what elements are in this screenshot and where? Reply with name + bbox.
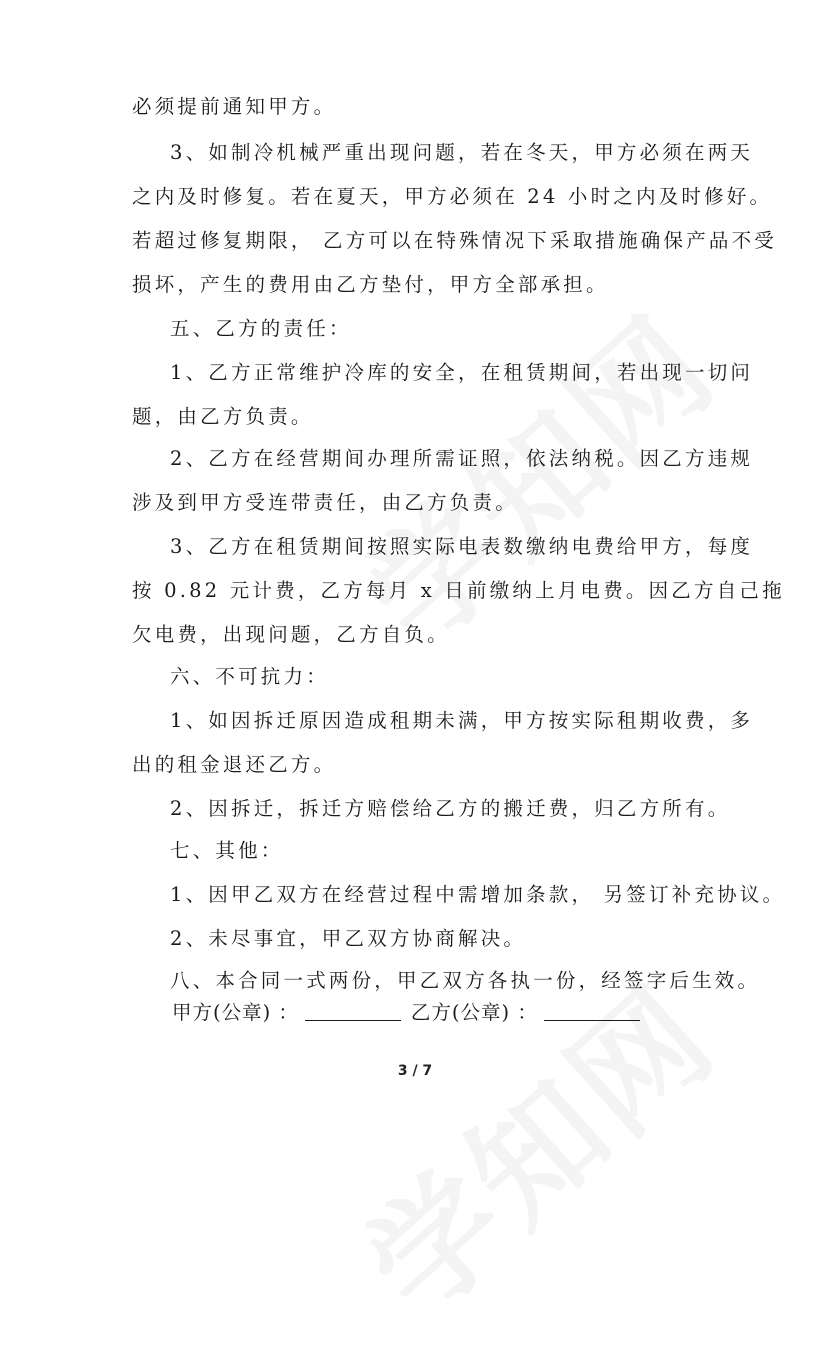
- text-line: 涉及到甲方受连带责任，由乙方负责。: [132, 491, 518, 514]
- text-line: 2、乙方在经营期间办理所需证照，依法纳税。因乙方违规: [170, 447, 754, 470]
- text-line: 3、乙方在租赁期间按照实际电表数缴纳电费给甲方，每度: [170, 535, 754, 558]
- text-line: 2、因拆迁，拆迁方赔偿给乙方的搬迁费，归乙方所有。: [170, 797, 731, 820]
- text-line: 1、如因拆迁原因造成租期未满，甲方按实际租期收费，多: [170, 709, 754, 732]
- text-line: 之内及时修复。若在夏天，甲方必须在 24 小时之内及时修好。: [132, 185, 773, 208]
- text-line: 2、未尽事宜，甲乙双方协商解决。: [170, 927, 527, 950]
- signature-line: [172, 1000, 650, 1026]
- text-line: 按 0.82 元计费，乙方每月 x 日前缴纳上月电费。因乙方自己拖: [132, 579, 785, 602]
- party-a-blank: [305, 1002, 401, 1021]
- text-line: 1、乙方正常维护冷库的安全，在租赁期间，若出现一切问: [170, 361, 754, 384]
- section-heading: 六、不可抗力：: [170, 665, 329, 688]
- text-line: 1、因甲乙双方在经营过程中需增加条款， 另签订补充协议。: [170, 883, 786, 906]
- section-heading: 五、乙方的责任：: [170, 317, 352, 340]
- text-line: 欠电费，出现问题，乙方自负。: [132, 623, 450, 646]
- party-b-label: 乙方(公章) ：: [410, 1001, 538, 1024]
- text-line: 损坏，产生的费用由乙方垫付，甲方全部承担。: [132, 273, 609, 296]
- text-line: 3、如制冷机械严重出现问题，若在冬天，甲方必须在两天: [170, 141, 754, 164]
- page-number: 3 / 7: [397, 1063, 433, 1079]
- text-line: 题，由乙方负责。: [132, 405, 314, 428]
- party-b-blank: [544, 1002, 640, 1021]
- section-heading: 七、其他：: [170, 839, 284, 862]
- text-line: 出的租金退还乙方。: [132, 753, 337, 776]
- text-line: 必须提前通知甲方。: [132, 95, 337, 118]
- text-line: 若超过修复期限， 乙方可以在特殊情况下采取措施确保产品不受: [132, 229, 777, 252]
- party-a-label: 甲方(公章) ：: [172, 1001, 299, 1024]
- text-line: 八、本合同一式两份，甲乙双方各执一份，经签字后生效。: [170, 969, 761, 992]
